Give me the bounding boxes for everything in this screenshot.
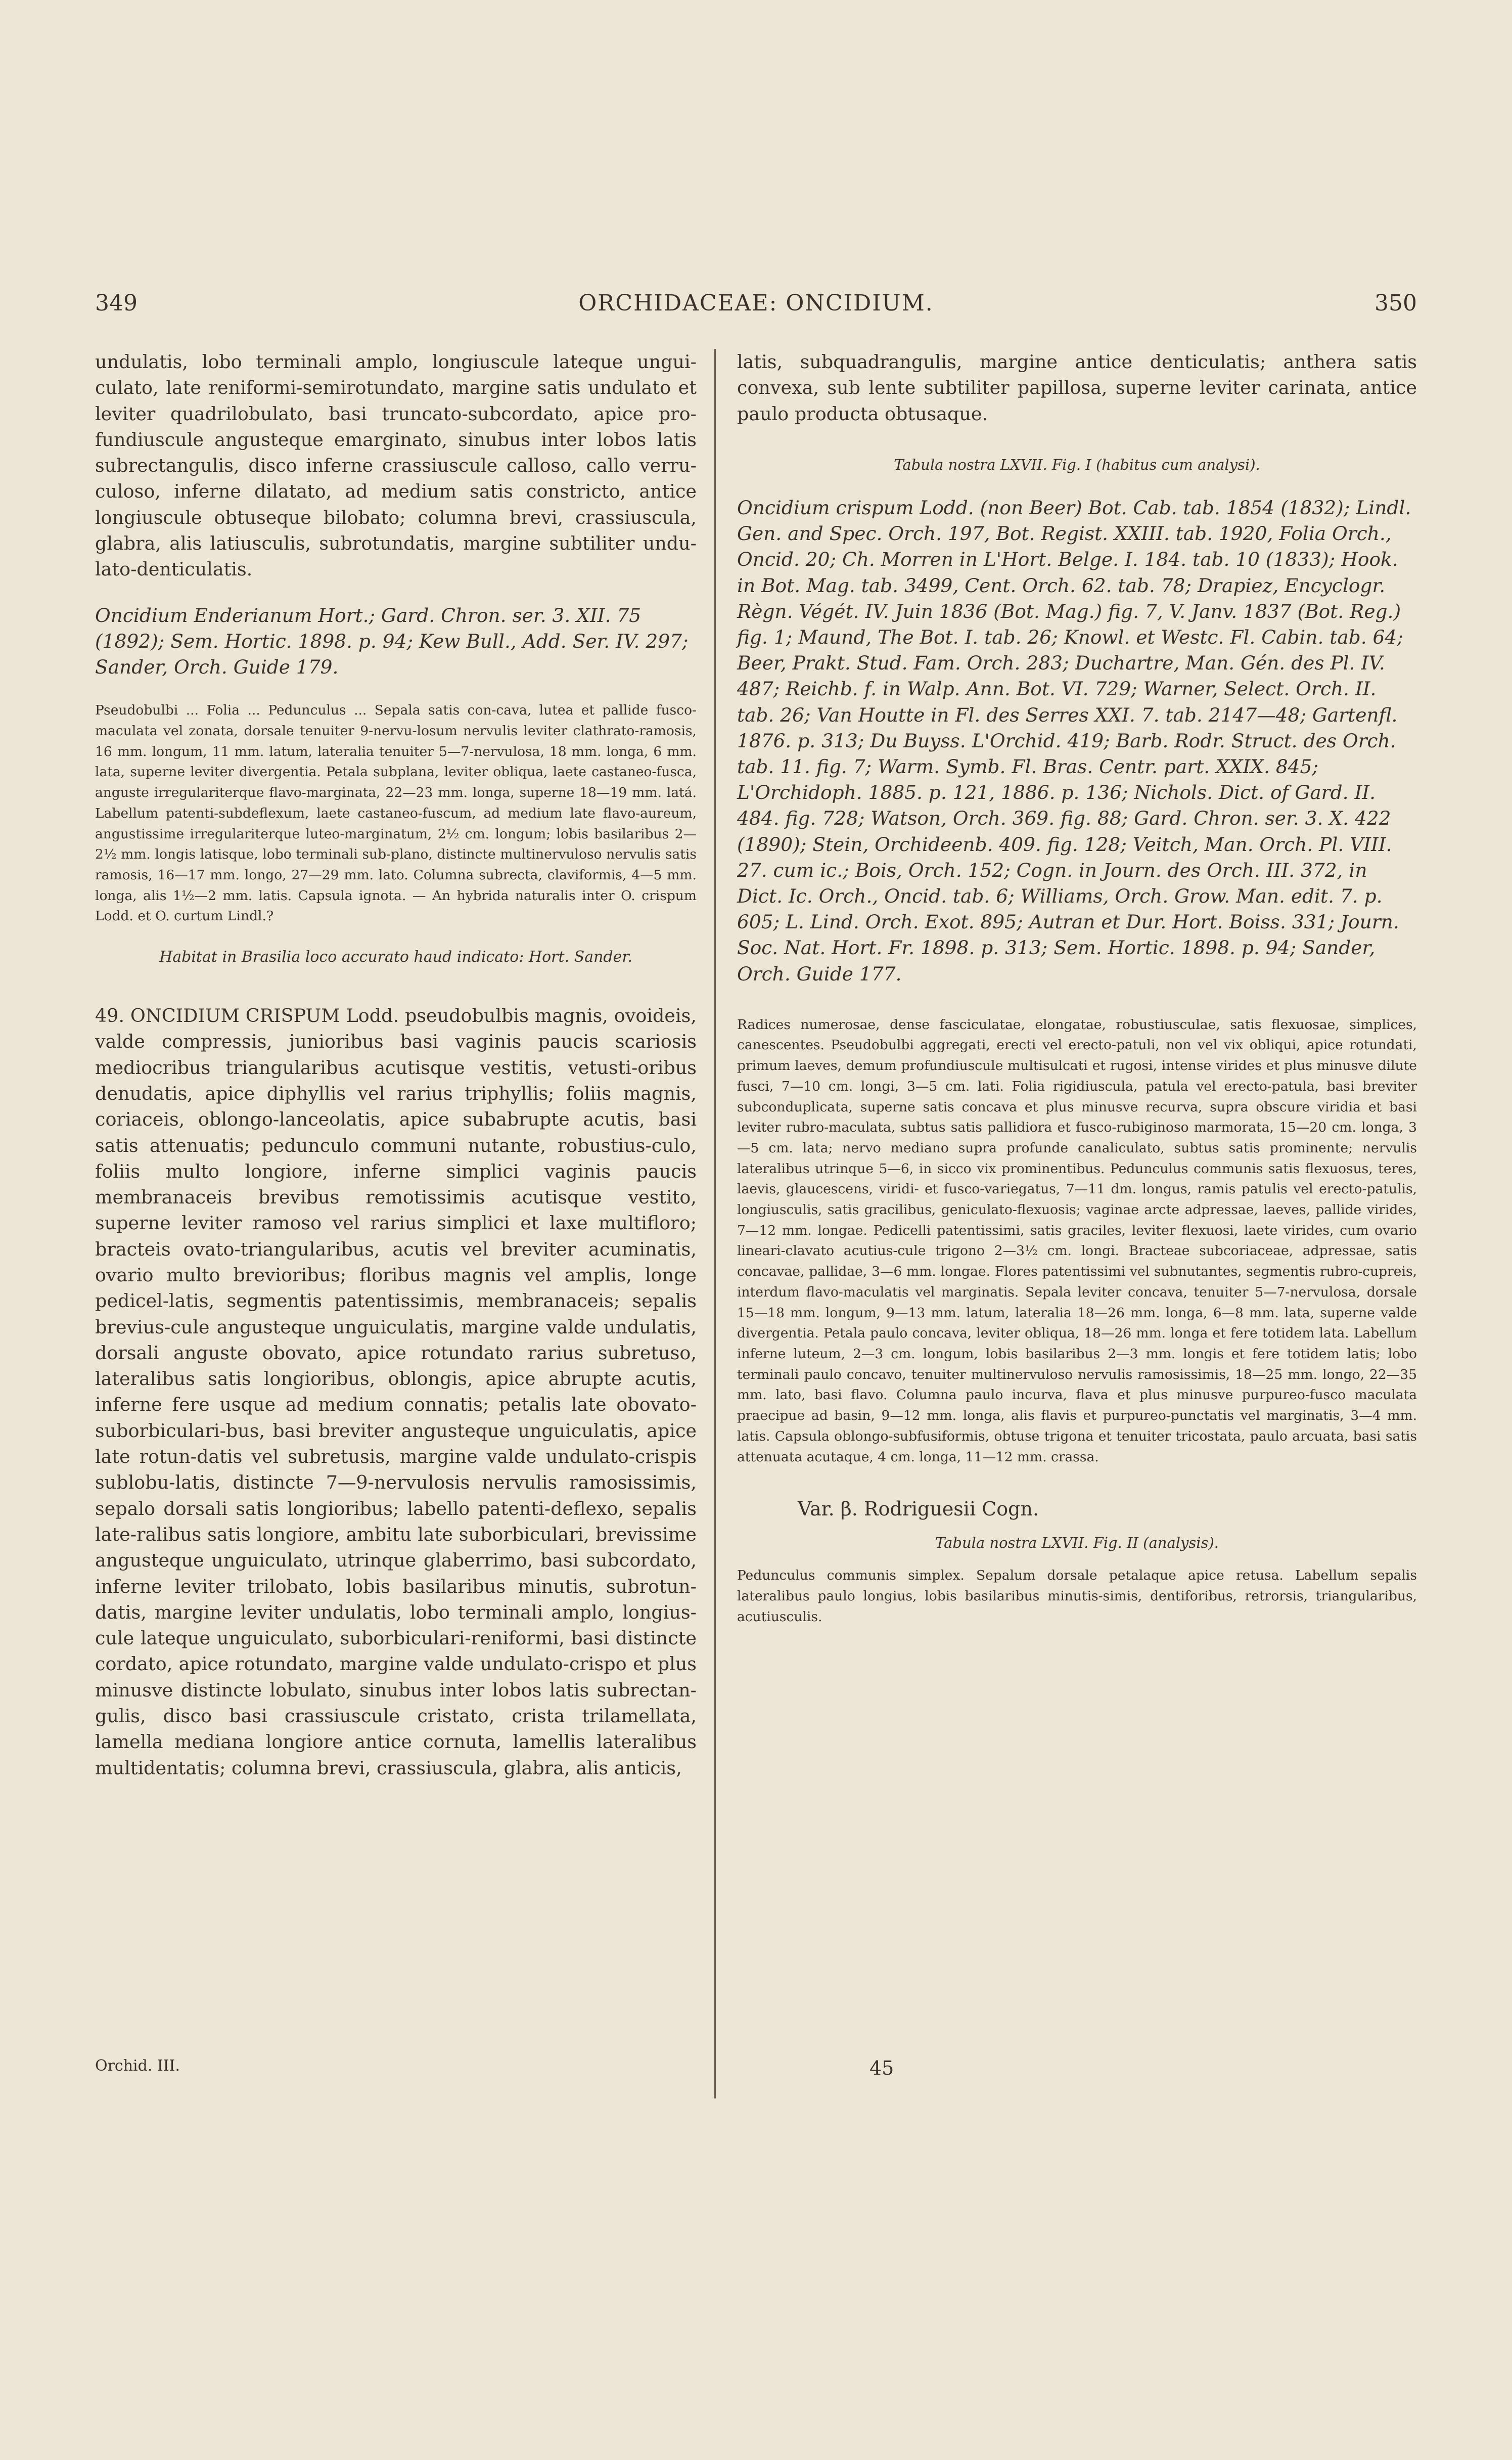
running-title: ORCHIDACEAE: ONCIDIUM. [578,290,934,316]
page-number-left: 349 [95,290,138,316]
species-49-description: 49. ONCIDIUM CRISPUM Lodd. pseudobulbis magnis, ovoideis, valde compressis, junioribus basi vaginis paucis scariosis mediocribus triangularibus acutisque vestitis, vetusti-oribus denudatis, apice diphyllis vel rarius triphyllis; foliis magnis, coriaceis, oblongo-lanceolatis, apice subabrupte acutis, basi satis attenuatis; pedunculo communi nutante, robustius-culo, foliis multo longiore, inferne simplici vaginis paucis membranaceis brevibus remotissimis acutisque vestito, superne leviter ramoso vel rarius simplici et laxe multifloro; bracteis ovato-triangularibus, acutis vel breviter acuminatis, ovario multo brevioribus; floribus magnis vel amplis, longe pedicel-latis, segmentis patentissimis, membranaceis; sepalis brevius-cule angusteque unguiculatis, margine valde undulatis, dorsali anguste obovato, apice rotundato rarius subretuso, lateralibus satis longioribus, oblongis, apice abrupte acutis, inferne fere usque ad medium connatis; petalis late obovato-suborbiculari-bus, basi breviter angusteque unguiculatis, apice late rotun-datis vel subretusis, margine valde undulato-crispis sublobu-latis, distincte 7—9-nervulosis nervulis ramosissimis, sepalo dorsali satis longioribus; labello patenti-deflexo, sepalis late-ralibus satis longiore, ambitu late suborbiculari, brevissime angusteque unguiculato, utrinque glaberrimo, basi subcordato, inferne leviter trilobato, lobis basilaribus minutis, subrotun-datis, margine leviter undulatis, lobo terminali amplo, longius-cule lateque unguiculato, suborbiculari-reniformi, basi distincte cordato, apice rotundato, margine valde undulato-crispo et plus minusve distincte lobulato, sinubus inter lobos latis subrectan-gulis, disco basi crassiuscule cristato, crista trilamellata, lamella mediana longiore antice cornuta, lamellis lateralibus multidentatis; columna brevi, crassiuscula, glabra, alis anticis, [95,1005,697,1779]
citation-enderianum: Oncidium Enderianum Hort.; Gard. Chron. ser. 3. XII. 75 (1892); Sem. Hortic. 1898. p. 94; Kew Bull., Add. Ser. IV. 297; Sander, Orch. Guide 179. [95,604,689,679]
variety-description: Pedunculus communis simplex. Sepalum dorsale petalaque apice retusa. Labellum sepalis lateralibus paulo longius, lobis basilaribus minutis-simis, dentiforibus, retrorsis, triangularibus, acutiusculis. [737,1568,1417,1625]
citation-crispum: Oncidium crispum Lodd. (non Beer) Bot. Cab. tab. 1854 (1832); Lindl. Gen. and Spec. Orch. 197, Bot. Regist. XXIII. tab. 1920, Folia Orch., Oncid. 20; Ch. Morren in L'Hort. Belge. I. 184. tab. 10 (1833); Hook. in Bot. Mag. tab. 3499, Cent. Orch. 62. tab. 78; Drapiez, Encyclogr. Règn. Végét. IV. Juin 1836 (Bot. Mag.) fig. 7, V. Janv. 1837 (Bot. Reg.) fig. 1; Maund, The Bot. I. tab. 26; Knowl. et Westc. Fl. Cabin. tab. 64; Beer, Prakt. Stud. Fam. Orch. 283; Duchartre, Man. Gén. des Pl. IV. 487; Reichb. f. in Walp. Ann. Bot. VI. 729; Warner, Select. Orch. II. tab. 26; Van Houtte in Fl. des Serres XXI. 7. tab. 2147—48; Gartenfl. 1876. p. 313; Du Buyss. L'Orchid. 419; Barb. Rodr. Struct. des Orch. tab. 11. fig. 7; Warm. Symb. Fl. Bras. Centr. part. XXIX. 845; L'Orchidoph. 1885. p. 121, 1886. p. 136; Nichols. Dict. of Gard. II. 484. fig. 728; Watson, Orch. 369. fig. 88; Gard. Chron. ser. 3. X. 422 (1890); Stein, Orchideenb. 409. fig. 128; Veitch, Man. Orch. Pl. VIII. 27. cum ic.; Bois, Orch. 152; Cogn. in Journ. des Orch. III. 372, in Dict. Ic. Orch., Oncid. tab. 6; Williams, Orch. Grow. Man. edit. 7. p. 605; L. Lind. Orch. Exot. 895; Autran et Dur. Hort. Boiss. 331; Journ. Soc. Nat. Hort. Fr. 1898. p. 313; Sem. Hortic. 1898. p. 94; Sander, Orch. Guide 177. [737,496,1411,985]
description-continued: undulatis, lobo terminali amplo, longiuscule lateque ungui-culato, late reniformi-semirotundato, margine satis undulato et leviter quadrilobulato, basi truncato-subcordato, apice pro-fundiuscule angusteque emarginato, sinubus inter lobos latis subrectangulis, disco inferne crassiuscule calloso, callo verru-culoso, inferne dilatato, ad medium satis constricto, antice longiuscule obtuseque bilobato; columna brevi, crassiuscula, glabra, alis latiusculis, subrotundatis, margine subtiliter undu-lato-denticulatis. [95,351,697,580]
description-end: latis, subquadrangulis, margine antice denticulatis; anthera satis convexa, sub lente subtiliter papillosa, superne leviter carinata, antice paulo producta obtusaque. [737,351,1417,425]
crispum-description: Radices numerosae, dense fasciculatae, elongatae, robustiusculae, satis flexuosae, simplices, canescentes. Pseudobulbi aggregati, erecti vel erecto-patuli, non vel vix obliqui, apice rotundati, primum laeves, demum profundiuscule multisulcati et rugosi, intense virides et plus minusve dilute fusci, 7—10 cm. longi, 3—5 cm. lati. Folia rigidiuscula, patula vel erecto-patula, basi breviter subconduplicata, superne satis concava et plus minusve recurva, supra obscure viridia et basi leviter rubro-maculata, subtus satis pallidiora et fusco-rubiginoso marmorata, 15—20 cm. longa, 3—5 cm. lata; nervo mediano supra profunde canaliculato, subtus satis prominente; nervulis lateralibus utrinque 5—6, in sicco vix prominentibus. Pedunculus communis satis flexuosus, teres, laevis, glaucescens, viridi- et fusco-variegatus, 7—11 dm. longus, ramis patulis vel erecto-patulis, longiusculis, satis gracilibus, geniculato-flexuosis; vaginae arcte adpressae, laeves, pallide virides, 7—12 mm. longae. Pedicelli patentissimi, satis graciles, leviter flexuosi, laete virides, cum ovario lineari-clavato acutius-cule trigono 2—3½ cm. longi. Bracteae subcoriaceae, adpressae, satis concavae, pallidae, 3—6 mm. longae. Flores patentissimi vel subnutantes, segmentis rubro-cupreis, interdum flavo-maculatis vel marginatis. Sepala leviter concava, tenuiter 5—7-nervulosa, dorsale 15—18 mm. longum, 9—13 mm. latum, lateralia 18—26 mm. longa, 6—8 mm. lata, superne valde divergentia. Petala paulo concava, leviter obliqua, 18—26 mm. longa et fere totidem lata. Labellum inferne luteum, 2—3 cm. longum, lobis basilaribus 2—3 mm. longis et fere totidem latis; lobo terminali paulo concavo, tenuiter multinervuloso nervulis ramosissimis, 18—25 mm. longo, 22—35 mm. lato, basi flavo. Columna paulo incurva, flava et plus minusve purpureo-fusco maculata praecipue ad basin, 9—12 mm. longa, alis flavis et purpureo-punctatis vel marginatis, 3—4 mm. latis. Capsula oblongo-subfusiformis, obtuse trigona et tenuiter tricostata, paulo arcuata, basi satis attenuata acutaque, 4 cm. longa, 11—12 mm. crassa. [737,1016,1417,1465]
right-column [737,349,1417,1627]
left-column [95,349,697,1781]
habitat-note: Habitat in Brasilia loco accurato haud indicato: Hort. Sander. [159,948,632,966]
gathering-number: 45 [869,2057,894,2079]
plate-reference-1: Tabula nostra LXVII. Fig. I (habitus cum analysi). [894,456,1260,473]
page-header [95,288,1417,319]
page-number-right: 350 [1374,290,1417,316]
enderianum-description: Pseudobulbi ... Folia ... Pedunculus ... Sepala satis con-cava, lutea et pallide fusco-maculata vel zonata, dorsale tenuiter 9-nervu-losum nervulis leviter clathrato-ramosis, 16 mm. longum, 11 mm. latum, lateralia tenuiter 5—7-nervulosa, 18 mm. longa, 6 mm. lata, superne leviter divergentia. Petala subplana, leviter obliqua, laete castaneo-fusca, anguste irregulariterque flavo-marginata, 22—23 mm. longa, superne 18—19 mm. latá. Labellum patenti-subdeflexum, laete castaneo-fuscum, ad medium late flavo-aureum, angustissime irregulariterque luteo-marginatum, 2½ cm. longum; lobis basilaribus 2—2½ mm. longis latisque, lobo terminali sub-plano, distincte multinervuloso nervulis satis ramosis, 16—17 mm. longo, 27—29 mm. lato. Columna subrecta, claviformis, 4—5 mm. longa, alis 1½—2 mm. latis. Capsula ignota. — An hybrida naturalis inter O. crispum Lodd. et O. curtum Lindl.? [95,702,697,924]
column-divider [714,349,716,2098]
variety-heading: Var. β. Rodriguesii Cogn. [798,1498,1039,1520]
plate-reference-2: Tabula nostra LXVII. Fig. II (analysis). [935,1534,1219,1552]
signature-mark: Orchid. III. [95,2057,180,2075]
